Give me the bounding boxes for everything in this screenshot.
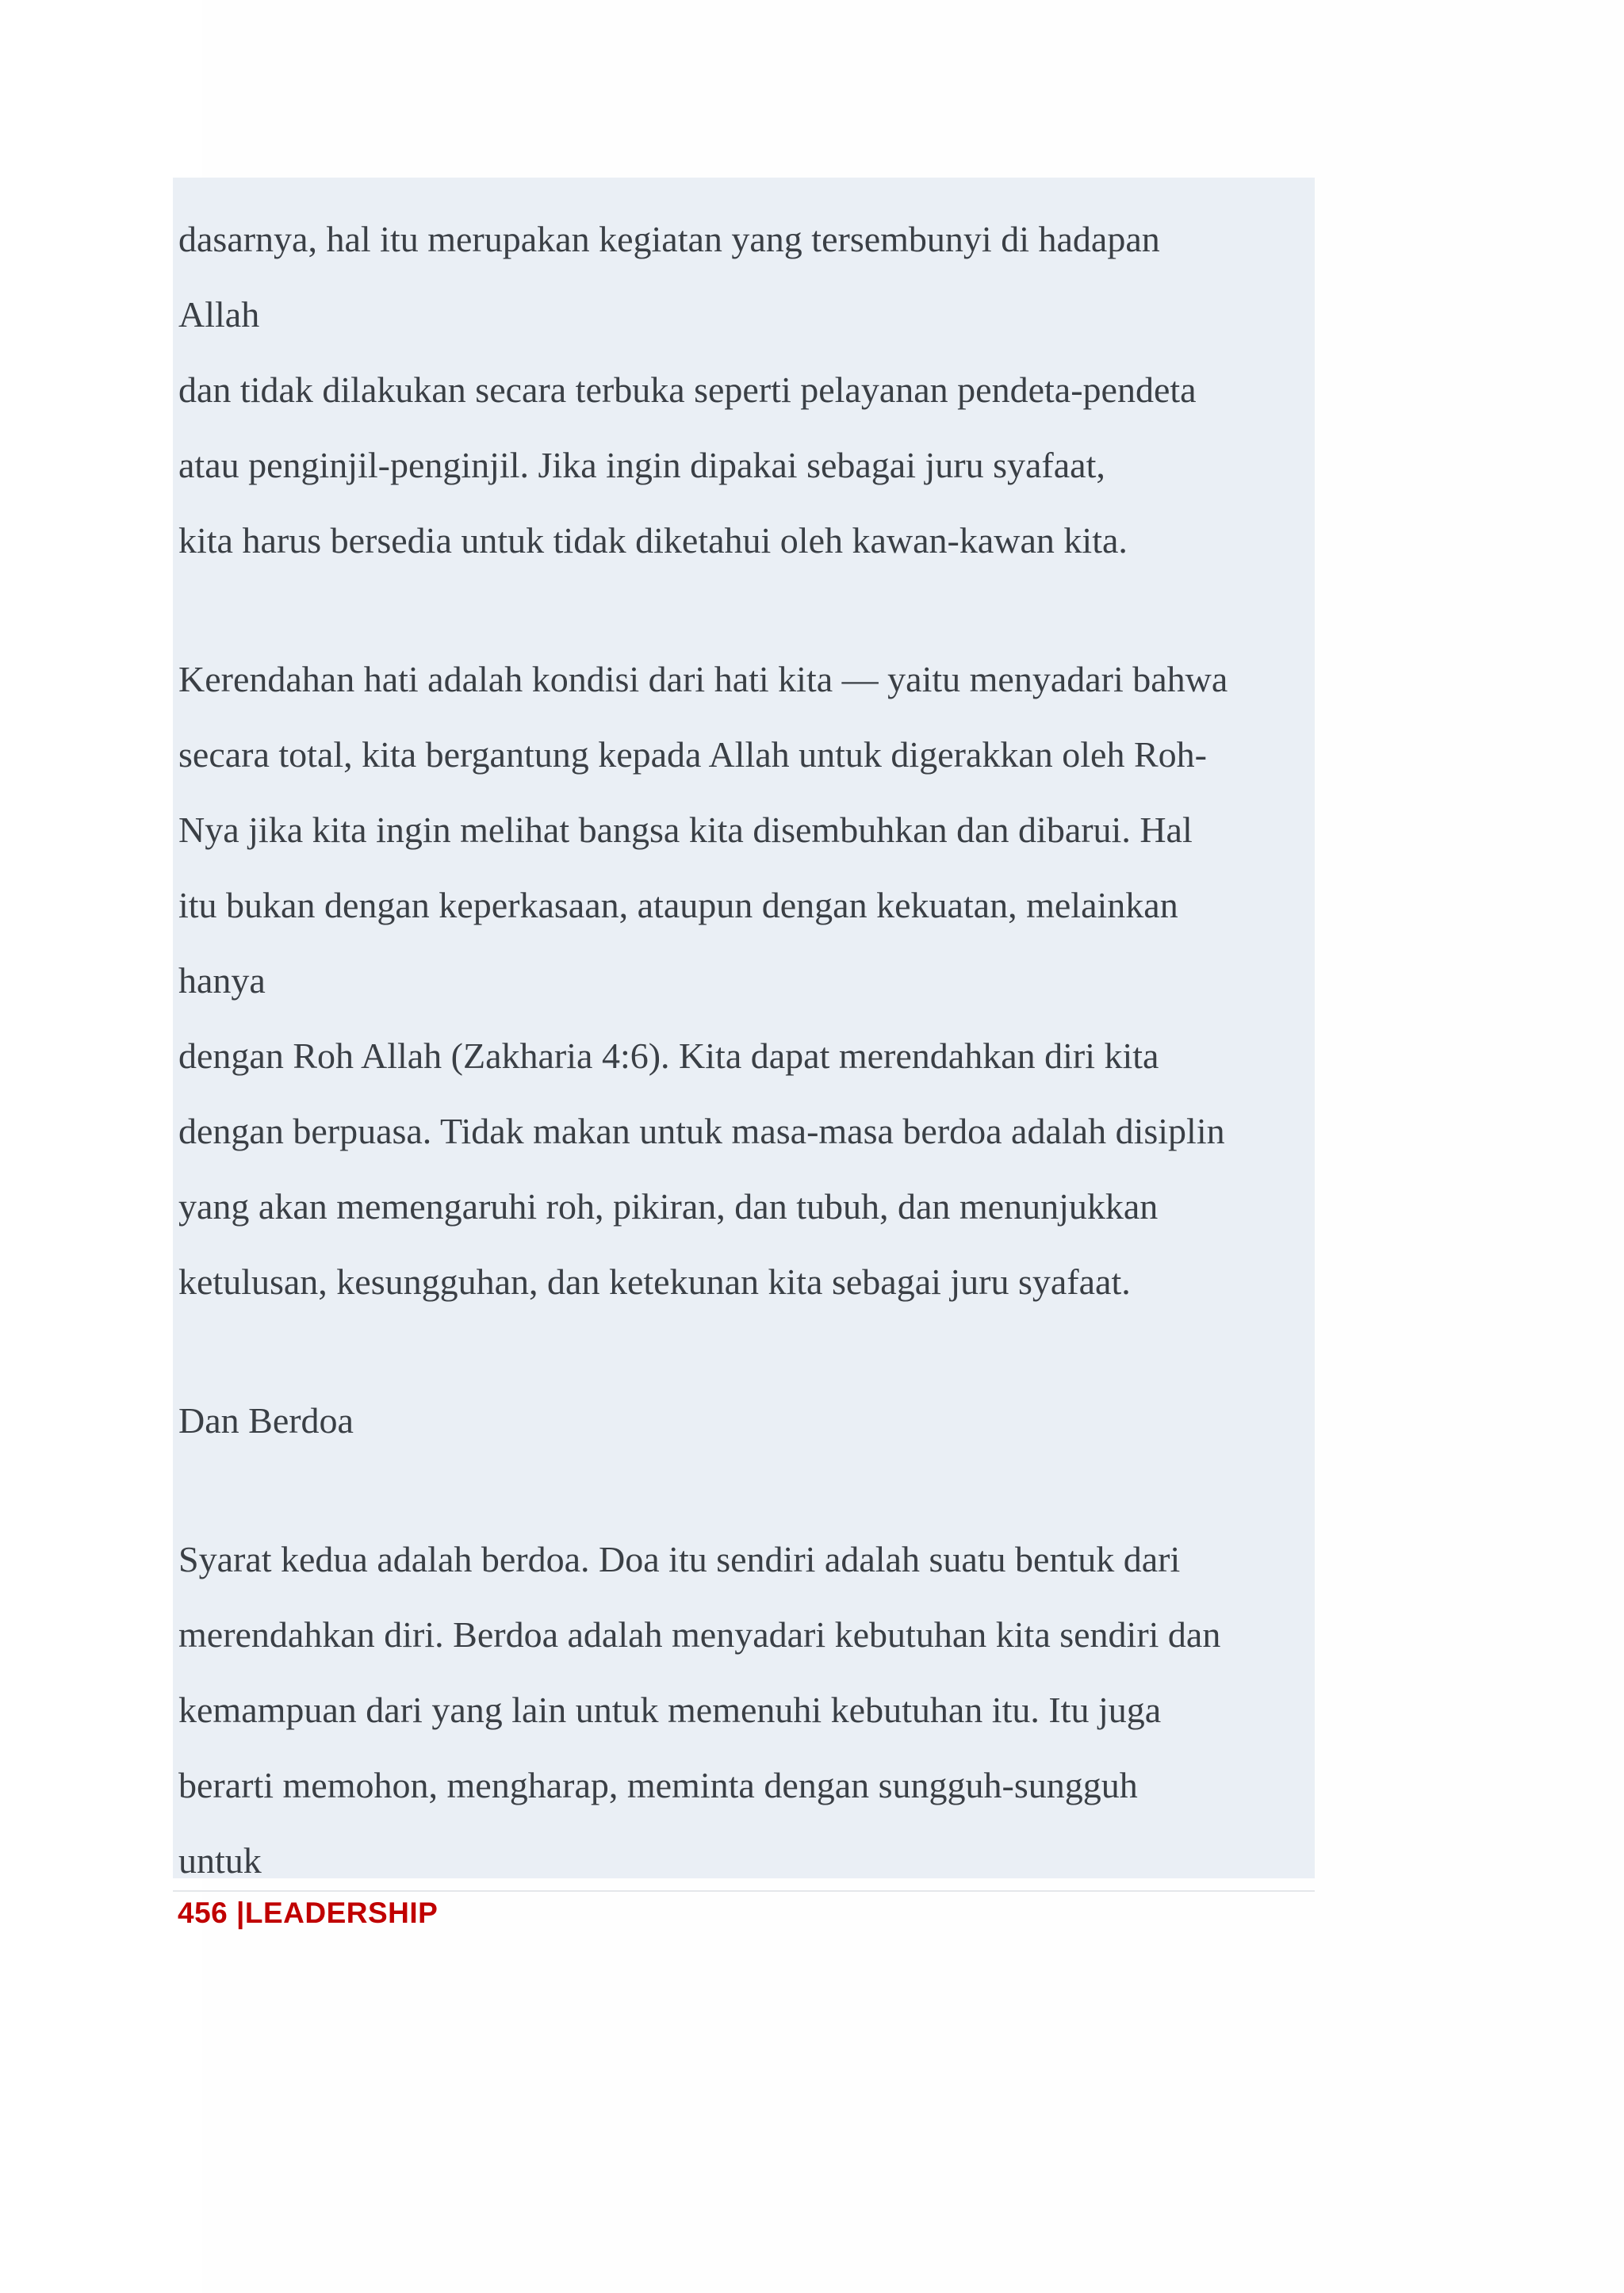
text-line: secara total, kita bergantung kepada Allah untuk digerakkan oleh Roh- bbox=[178, 734, 1207, 775]
text-line: kita harus bersedia untuk tidak diketahui oleh kawan-kawan kita. bbox=[178, 520, 1128, 561]
section-heading: Dan Berdoa bbox=[178, 1400, 354, 1441]
text-line: ketulusan, kesungguhan, dan ketekunan kita sebagai juru syafaat. bbox=[178, 1261, 1131, 1302]
text-line: atau penginjil-penginjil. Jika ingin dipakai sebagai juru syafaat, bbox=[178, 445, 1105, 485]
page-margin bbox=[0, 0, 202, 2293]
paragraph-gap bbox=[178, 1319, 1304, 1383]
text-line: berarti memohon, mengharap, meminta dengan sungguh-sungguh bbox=[178, 1765, 1138, 1805]
text-line: dengan Roh Allah (Zakharia 4:6). Kita dapat merendahkan diri kita bbox=[178, 1035, 1159, 1076]
footer-divider bbox=[173, 1890, 1315, 1892]
text-line: hanya bbox=[178, 960, 266, 1001]
text-line: merendahkan diri. Berdoa adalah menyadari kebutuhan kita sendiri dan bbox=[178, 1614, 1221, 1655]
text-line: dan tidak dilakukan secara terbuka seperti pelayanan pendeta-pendeta bbox=[178, 369, 1197, 410]
text-line: Nya jika kita ingin melihat bangsa kita disembuhkan dan dibarui. Hal bbox=[178, 810, 1193, 850]
text-line: yang akan memengaruhi roh, pikiran, dan tubuh, dan menunjukkan bbox=[178, 1186, 1159, 1227]
text-line: untuk bbox=[178, 1840, 262, 1881]
page-footer: 456 |LEADERSHIP bbox=[178, 1897, 439, 1929]
paragraph-gap bbox=[178, 578, 1304, 641]
text-line: dasarnya, hal itu merupakan kegiatan yang tersembunyi di hadapan bbox=[178, 219, 1160, 259]
text-line: dengan berpuasa. Tidak makan untuk masa-masa berdoa adalah disiplin bbox=[178, 1111, 1225, 1151]
paragraph-gap bbox=[178, 1458, 1304, 1522]
text-line: itu bukan dengan keperkasaan, ataupun dengan kekuatan, melainkan bbox=[178, 885, 1178, 925]
text-line: Syarat kedua adalah berdoa. Doa itu sendiri adalah suatu bentuk dari bbox=[178, 1539, 1181, 1579]
text-line: Allah bbox=[178, 294, 260, 335]
text-line: kemampuan dari yang lain untuk memenuhi kebutuhan itu. Itu juga bbox=[178, 1690, 1162, 1730]
text-line: Kerendahan hati adalah kondisi dari hati kita — yaitu menyadari bahwa bbox=[178, 659, 1228, 699]
body-text bbox=[178, 201, 1304, 1898]
